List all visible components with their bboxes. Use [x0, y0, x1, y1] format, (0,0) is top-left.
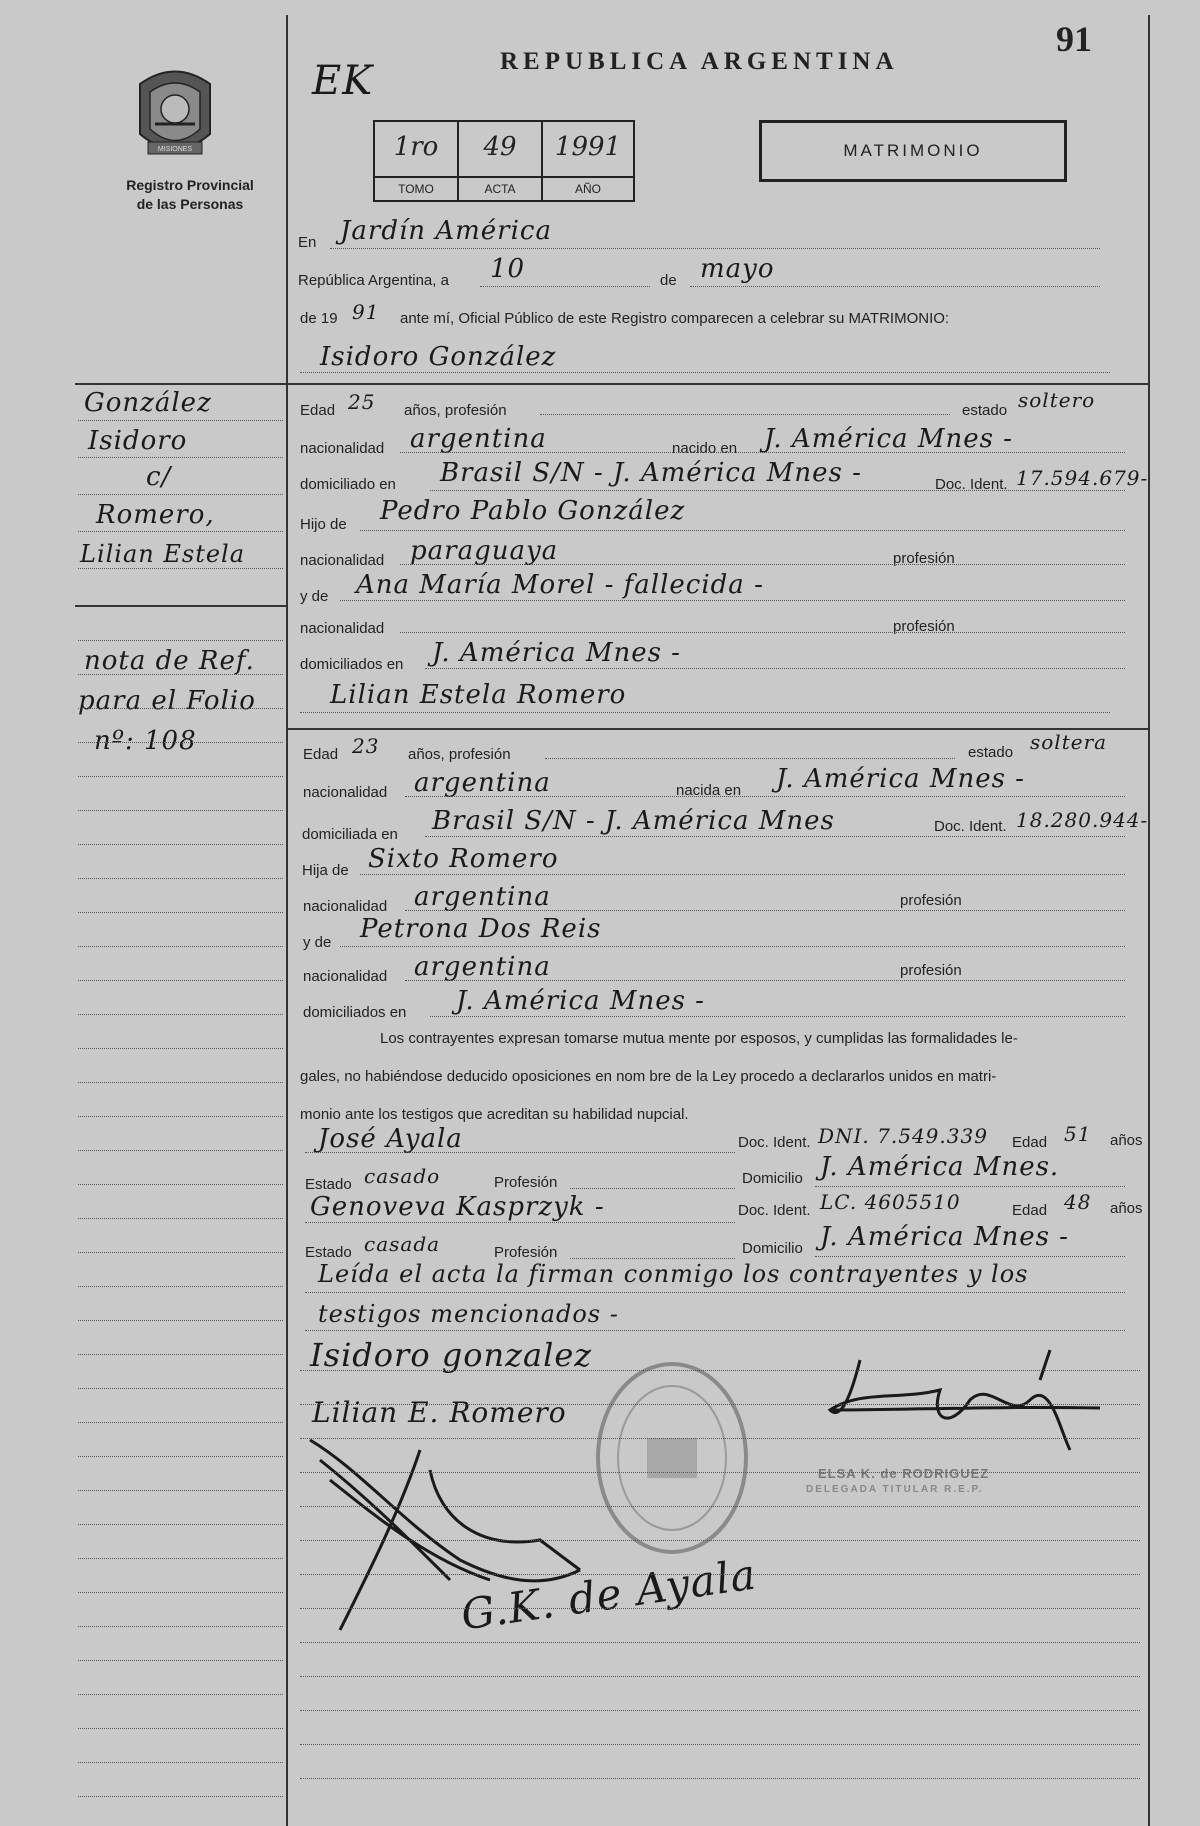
bride-mother-prof-label: profesión: [900, 962, 962, 979]
body-ruled-line: [300, 1608, 1140, 1609]
bride-estado-label: estado: [968, 744, 1014, 761]
bride-profesion-line: [545, 758, 955, 759]
groom-domicilio-value: Brasil S/N - J. América Mnes -: [440, 458, 862, 488]
bride-father-name: Sixto Romero: [368, 844, 559, 874]
witness2-anos-label: años: [1110, 1200, 1143, 1217]
registry-label-line1: Registro Provincial: [126, 177, 254, 193]
page-number: 91: [1056, 19, 1092, 59]
margin-ruled-line: [78, 1558, 283, 1559]
groom-mother-nac-line: [400, 632, 1125, 633]
ano-value: 1991: [554, 132, 622, 162]
margin-ruled-line: [78, 1354, 283, 1355]
bride-signature: Lilian E. Romero: [312, 1396, 567, 1429]
witness1-domicilio-line: [815, 1186, 1125, 1187]
day-line: [480, 286, 650, 287]
witness2-edad-value: 48: [1064, 1190, 1092, 1214]
bride-mother-nac-line: [405, 980, 1125, 981]
margin-name-line1: González: [84, 388, 212, 418]
registry-label-line2: de las Personas: [136, 196, 244, 212]
margin-name-line3: c/: [146, 462, 172, 492]
bride-domicilio-value: Brasil S/N - J. América Mnes: [432, 806, 835, 836]
body-ruled-line: [300, 1744, 1140, 1745]
margin-ruled-line: [78, 878, 283, 879]
margin-ruled-line: [78, 1524, 283, 1525]
official-seal-stamp: [592, 1358, 752, 1558]
bride-dom-line: [425, 836, 1125, 837]
margin-ruled-line: [78, 1728, 283, 1729]
witness2-estado-value: casada: [364, 1232, 441, 1256]
margin-ruled-line: [78, 1116, 283, 1117]
witness2-estado-label: Estado: [305, 1244, 352, 1261]
margin-ruled-line: [78, 912, 283, 913]
margin-ruled-line: [78, 1456, 283, 1457]
tomo-label: TOMO: [398, 182, 434, 196]
body-ruled-line: [300, 1642, 1140, 1643]
bride-nac-line: [405, 796, 1125, 797]
groom-y-de-label: y de: [300, 588, 329, 605]
groom-nacido-label: nacido en: [672, 440, 738, 457]
groom-nac-label: nacionalidad: [300, 440, 385, 457]
witness2-domicilio-line: [815, 1256, 1125, 1257]
witness1-doc-label: Doc. Ident.: [738, 1134, 811, 1151]
body-ruled-line: [300, 1438, 1140, 1439]
margin-name-line2: Isidoro: [88, 426, 188, 456]
margin-ruled-line: [78, 531, 283, 532]
margin-note-line1: nota de Ref.: [84, 646, 255, 676]
bride-father-prof-label: profesión: [900, 892, 962, 909]
witness2-doc-value: LC. 4605510: [820, 1190, 961, 1214]
witness1-estado-value: casado: [364, 1164, 441, 1188]
bride-full-name: Lilian Estela Romero: [330, 680, 627, 710]
groom-edad-value: 25: [348, 390, 376, 414]
acta-value: 49: [483, 132, 517, 162]
official-stamp-title: DELEGADA TITULAR R.E.P.: [806, 1484, 984, 1495]
witness2-name-line: [305, 1222, 735, 1223]
groom-nac-line: [400, 452, 1125, 453]
acta-label: ACTA: [484, 182, 516, 196]
body-ruled-line: [300, 1676, 1140, 1677]
groom-mother-prof-label: profesión: [893, 618, 955, 635]
margin-ruled-line: [78, 1694, 283, 1695]
groom-doc-label: Doc. Ident.: [935, 476, 1008, 493]
official-stamp-name: ELSA K. de RODRIGUEZ: [818, 1466, 990, 1481]
bride-mother-nac-label: nacionalidad: [303, 968, 388, 985]
groom-dom-line: [430, 490, 1125, 491]
declaration-paragraph: [300, 1020, 1150, 1134]
margin-ruled-line: [78, 1082, 283, 1083]
groom-name-line: [300, 372, 1110, 373]
groom-parents-dom-label: domiciliados en: [300, 656, 404, 673]
margin-ruled-line: [78, 1762, 283, 1763]
bride-nac-label: nacionalidad: [303, 784, 388, 801]
margin-ruled-line: [78, 1626, 283, 1627]
bride-edad-label: Edad: [303, 746, 339, 763]
margin-ruled-line: [78, 1184, 283, 1185]
closing-line2-rule: [305, 1330, 1125, 1331]
body-ruled-line: [300, 1574, 1140, 1575]
witness1-name: José Ayala: [318, 1124, 463, 1154]
bride-edad-value: 23: [352, 734, 380, 758]
appearance-text: ante mí, Oficial Público de este Registro comparecen a celebrar su MATRIMONIO:: [400, 310, 950, 327]
margin-ruled-line: [78, 1422, 283, 1423]
month-value: mayo: [700, 254, 775, 284]
margin-ruled-line: [78, 1150, 283, 1151]
groom-father-prof-label: profesión: [893, 550, 955, 567]
bride-nacida-value: J. América Mnes -: [776, 764, 1025, 794]
body-ruled-line: [300, 1540, 1140, 1541]
section-divider-bride: [287, 728, 1149, 730]
bride-doc-label: Doc. Ident.: [934, 818, 1007, 835]
body-ruled-line: [300, 1710, 1140, 1711]
body-ruled-line: [300, 1404, 1140, 1405]
margin-ruled-line: [78, 708, 283, 709]
witness2-signature: G.K. de Ayala: [458, 1549, 760, 1640]
bride-estado-value: soltera: [1030, 730, 1108, 754]
bride-name-line: [300, 712, 1110, 713]
groom-nac-value: argentina: [410, 424, 547, 454]
margin-ruled-line: [78, 742, 283, 743]
section-divider-groom: [75, 383, 1150, 385]
closing-line1: Leída el acta la firman conmigo los contrayentes y los: [318, 1260, 1029, 1288]
bride-nacida-label: nacida en: [676, 782, 742, 799]
bride-father-nac-value: argentina: [414, 882, 551, 912]
groom-mother-nac-label: nacionalidad: [300, 620, 385, 637]
groom-domiciliado-label: domiciliado en: [300, 476, 396, 493]
year-suffix: 91: [352, 300, 380, 324]
bride-father-line: [360, 874, 1125, 875]
margin-ruled-line: [78, 810, 283, 811]
registry-label: [90, 176, 290, 214]
month-de-label: de: [660, 272, 677, 289]
witness1-profesion-label: Profesión: [494, 1174, 558, 1191]
margin-ruled-line: [78, 420, 283, 421]
body-ruled-line: [300, 1778, 1140, 1779]
official-signature: [820, 1340, 1110, 1460]
groom-father-nac-value: paraguaya: [410, 536, 559, 566]
witness2-doc-label: Doc. Ident.: [738, 1202, 811, 1219]
witness1-doc-value: DNI. 7.549.339: [818, 1124, 988, 1148]
closing-line2: testigos mencionados -: [318, 1300, 619, 1328]
groom-mother-name: Ana María Morel - fallecida -: [356, 570, 764, 600]
groom-nacido-value: J. América Mnes -: [764, 424, 1013, 454]
closing-line1-rule: [305, 1292, 1125, 1293]
ano-cell: [543, 122, 633, 200]
margin-ruled-line: [78, 1048, 283, 1049]
margin-ruled-line: [78, 980, 283, 981]
groom-mother-line: [340, 600, 1125, 601]
year-prefix: de 19: [300, 310, 338, 327]
bride-domiciliada-label: domiciliada en: [302, 826, 398, 843]
margin-ruled-line: [78, 1320, 283, 1321]
witness2-domicilio-label: Domicilio: [742, 1240, 803, 1257]
left-margin-line: [286, 15, 288, 1826]
bride-mother-nac-value: argentina: [414, 952, 551, 982]
misiones-emblem: [130, 64, 220, 169]
groom-father-name: Pedro Pablo González: [380, 496, 686, 526]
bride-mother-name: Petrona Dos Reis: [360, 914, 602, 944]
groom-doc-value: 17.594.679-: [1016, 466, 1149, 490]
groom-profesion-label: años, profesión: [404, 402, 507, 419]
declaration-line2: gales, no habiéndose deducido oposiciones en nom bre de la Ley procedo a declararlos unidos en matri-: [300, 1068, 997, 1085]
groom-parents-dom-value: J. América Mnes -: [432, 638, 681, 668]
margin-ruled-line: [78, 494, 283, 495]
acta-cell: [459, 122, 543, 200]
declaration-line1: Los contrayentes expresan tomarse mutua mente por esposos, y cumplidas las formalidades le-: [380, 1030, 1018, 1047]
body-ruled-line: [300, 1472, 1140, 1473]
bride-parents-dom-value: J. América Mnes -: [456, 986, 705, 1016]
bride-profesion-label: años, profesión: [408, 746, 511, 763]
margin-ruled-line: [78, 1490, 283, 1491]
margin-ruled-line: [78, 1660, 283, 1661]
groom-father-nac-label: nacionalidad: [300, 552, 385, 569]
witness1-domicilio-value: J. América Mnes.: [820, 1152, 1060, 1182]
day-value: 10: [490, 254, 526, 284]
bride-hija-label: Hija de: [302, 862, 349, 879]
witness1-estado-label: Estado: [305, 1176, 352, 1193]
republica-label: República Argentina, a: [298, 272, 449, 289]
witness1-name-line: [305, 1152, 735, 1153]
groom-full-name: Isidoro González: [320, 342, 557, 372]
witness2-profesion-line: [570, 1258, 735, 1259]
witness1-edad-value: 51: [1064, 1122, 1092, 1146]
margin-divider: [75, 605, 287, 607]
margin-ruled-line: [78, 1796, 283, 1797]
margin-ruled-line: [78, 844, 283, 845]
tomo-value: 1ro: [393, 132, 439, 162]
groom-hijo-label: Hijo de: [300, 516, 347, 533]
groom-signature: Isidoro gonzalez: [310, 1336, 593, 1374]
page-title: REPUBLICA ARGENTINA: [500, 48, 899, 75]
bride-mother-line: [340, 946, 1125, 947]
ano-label: AÑO: [574, 182, 601, 196]
witness1-domicilio-label: Domicilio: [742, 1170, 803, 1187]
margin-ruled-line: [78, 1592, 283, 1593]
groom-profesion-line: [540, 414, 950, 415]
margin-ruled-line: [78, 1252, 283, 1253]
groom-estado-value: soltero: [1018, 388, 1096, 412]
record-type-box: MATRIMONIO: [759, 120, 1067, 182]
witness2-name: Genoveva Kasprzyk -: [310, 1192, 605, 1222]
margin-ruled-line: [78, 457, 283, 458]
margin-ruled-line: [78, 1218, 283, 1219]
witness2-edad-label: Edad: [1012, 1202, 1048, 1219]
margin-note-line2: para el Folio: [78, 686, 256, 716]
margin-name-line4: Romero,: [96, 500, 215, 530]
en-value: Jardín América: [340, 216, 552, 246]
bride-parents-dom-label: domiciliados en: [303, 1004, 407, 1021]
groom-edad-label: Edad: [300, 402, 336, 419]
witness1-profesion-line: [570, 1188, 735, 1189]
bride-father-nac-label: nacionalidad: [303, 898, 388, 915]
corner-annotation: EK: [312, 58, 374, 104]
right-margin-line: [1148, 15, 1150, 1826]
margin-note-line3: nº: 108: [94, 726, 197, 756]
bride-y-de-label: y de: [303, 934, 332, 951]
margin-ruled-line: [78, 1388, 283, 1389]
margin-ruled-line: [78, 674, 283, 675]
margin-ruled-line: [78, 568, 283, 569]
witness1-anos-label: años: [1110, 1132, 1143, 1149]
en-line: [330, 248, 1100, 249]
groom-father-nac-line: [400, 564, 1125, 565]
groom-parents-dom-line: [425, 668, 1125, 669]
emblem-text: MISIONES: [157, 146, 193, 153]
witness2-domicilio-value: J. América Mnes -: [820, 1222, 1069, 1252]
margin-name-line5: Lilian Estela: [80, 540, 246, 568]
groom-estado-label: estado: [962, 402, 1008, 419]
bride-doc-value: 18.280.944-: [1016, 808, 1149, 832]
witness1-edad-label: Edad: [1012, 1134, 1048, 1151]
body-ruled-line: [300, 1370, 1140, 1371]
margin-ruled-line: [78, 1286, 283, 1287]
margin-ruled-line: [78, 1014, 283, 1015]
witness2-profesion-label: Profesión: [494, 1244, 558, 1261]
margin-ruled-line: [78, 946, 283, 947]
record-number-table: [373, 120, 635, 202]
bride-father-nac-line: [405, 910, 1125, 911]
groom-father-line: [360, 530, 1125, 531]
body-ruled-line: [300, 1506, 1140, 1507]
margin-ruled-line: [78, 640, 283, 641]
table-separator: [375, 176, 633, 178]
declaration-line3: monio ante los testigos que acreditan su habilidad nupcial.: [300, 1106, 689, 1123]
bride-nac-value: argentina: [414, 768, 551, 798]
en-label: En: [298, 234, 317, 251]
month-line: [690, 286, 1100, 287]
bride-parents-dom-line: [430, 1016, 1125, 1017]
margin-ruled-line: [78, 776, 283, 777]
tomo-cell: [375, 122, 459, 200]
